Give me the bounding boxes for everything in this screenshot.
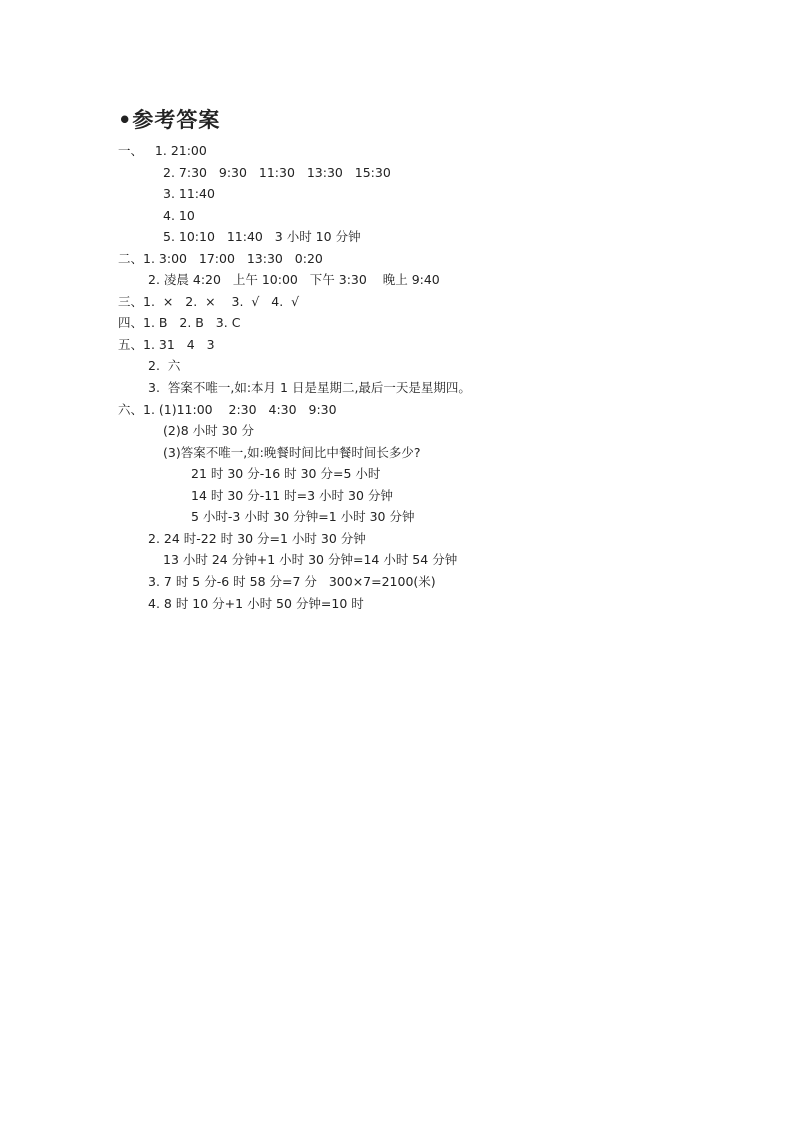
answer-line: 4. 10 — [163, 208, 195, 223]
answer-line: (2)8 小时 30 分 — [163, 423, 254, 438]
answer-line: 14 时 30 分-11 时=3 小时 30 分钟 — [191, 488, 393, 503]
answer-line: 2. 24 时-22 时 30 分=1 小时 30 分钟 — [148, 531, 366, 546]
answer-line: 13 小时 24 分钟+1 小时 30 分钟=14 小时 54 分钟 — [163, 552, 458, 567]
answer-line: 五、1. 31 4 3 — [118, 337, 215, 352]
answer-line: 三、1. × 2. × 3. √ 4. √ — [118, 294, 300, 309]
answer-line: 2. 7:30 9:30 11:30 13:30 15:30 — [163, 165, 391, 180]
answer-line: 21 时 30 分-16 时 30 分=5 小时 — [191, 466, 381, 481]
answer-line: 3. 7 时 5 分-6 时 58 分=7 分 300×7=2100(米) — [148, 574, 436, 589]
answer-line: 二、1. 3:00 17:00 13:30 0:20 — [118, 251, 323, 266]
answer-line: 3. 11:40 — [163, 186, 215, 201]
answer-line: 5 小时-3 小时 30 分钟=1 小时 30 分钟 — [191, 509, 415, 524]
answer-line: (3)答案不唯一,如:晚餐时间比中餐时间长多少? — [163, 445, 421, 460]
answer-line: 3. 答案不唯一,如:本月 1 日是星期二,最后一天是星期四。 — [148, 380, 471, 395]
answer-line: 一、 1. 21:00 — [118, 143, 207, 158]
answer-line: 4. 8 时 10 分+1 小时 50 分钟=10 时 — [148, 596, 364, 611]
answer-line: 5. 10:10 11:40 3 小时 10 分钟 — [163, 229, 361, 244]
page-title: •参考答案 — [118, 108, 221, 132]
answer-line: 2. 凌晨 4:20 上午 10:00 下午 3:30 晚上 9:40 — [148, 272, 440, 287]
answer-line: 六、1. (1)11:00 2:30 4:30 9:30 — [118, 402, 337, 417]
answer-line: 2. 六 — [148, 358, 181, 373]
answer-line: 四、1. B 2. B 3. C — [118, 315, 241, 330]
